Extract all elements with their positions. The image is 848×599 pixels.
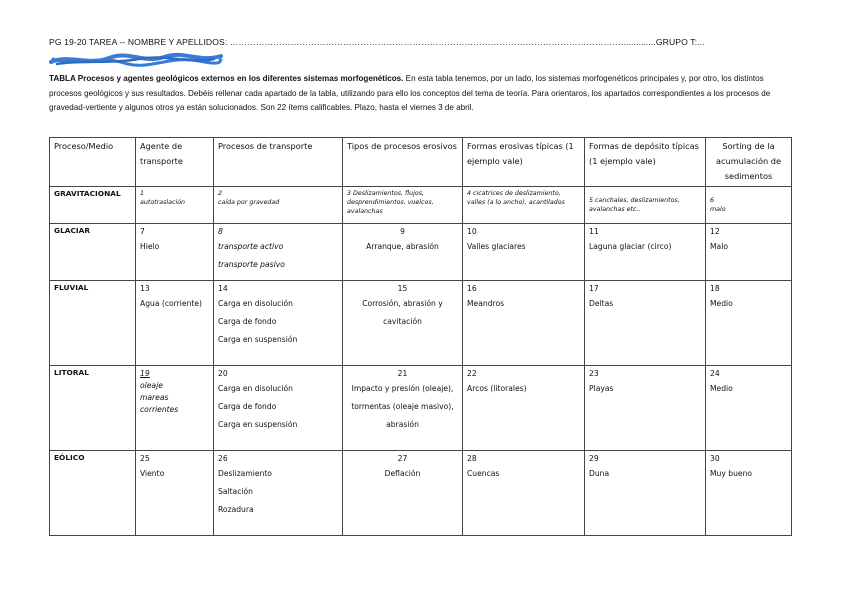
item-number: 15 — [397, 284, 408, 293]
item-number: 13 — [140, 284, 150, 293]
table-cell — [136, 281, 214, 366]
cell-text: abrasión — [386, 420, 419, 429]
table-cell — [463, 224, 585, 281]
table-cell — [343, 281, 463, 366]
item-number: 14 — [218, 284, 228, 293]
col-header-transport: Procesos de transporte — [214, 138, 343, 187]
cell-text: mareas — [140, 393, 169, 402]
cell-text: Arranque, abrasión — [366, 242, 439, 251]
row-name: LITORAL — [50, 366, 136, 451]
item-number: 12 — [710, 227, 720, 236]
table-cell — [706, 224, 792, 281]
table-cell — [463, 366, 585, 451]
cell-text: Carga de fondo — [218, 317, 277, 326]
table-cell — [463, 451, 585, 536]
processes-table — [49, 137, 792, 536]
table-row — [50, 187, 792, 224]
cell-text: Cuencas — [467, 469, 500, 478]
table-row — [50, 281, 792, 366]
cell-text: malo — [710, 206, 726, 213]
table-cell — [463, 281, 585, 366]
cell-text: Malo — [710, 242, 728, 251]
col-header-erosion-forms: Formas erosivas típicas (1 ejemplo vale) — [463, 138, 585, 187]
table-cell — [214, 281, 343, 366]
table-cell — [585, 224, 706, 281]
col-header-sorting: Sorting de la acumulación de sedimentos — [706, 138, 792, 187]
table-cell — [585, 281, 706, 366]
item-number: 27 — [397, 454, 408, 463]
cell-text: transporte activo — [218, 242, 284, 251]
item-number: 23 — [589, 369, 599, 378]
item-number: 20 — [218, 369, 228, 378]
cell-text: Corrosión, abrasión y — [362, 299, 443, 308]
cell-text: transporte pasivo — [218, 260, 285, 269]
cell-text: oleaje — [140, 381, 163, 390]
cell-text: Carga de fondo — [218, 402, 277, 411]
table-cell — [706, 366, 792, 451]
item-number: 25 — [140, 454, 150, 463]
table-cell — [136, 187, 214, 224]
item-number: 6 — [710, 197, 715, 204]
cell-text: tormentas (oleaje masivo), — [351, 402, 454, 411]
cell-text: cavitación — [383, 317, 422, 326]
table-cell — [214, 187, 343, 224]
cell-text: Carga en suspensión — [218, 420, 298, 429]
col-header-medium: Proceso/Medio — [50, 138, 136, 187]
cell-text: Valles glaciares — [467, 242, 526, 251]
cell-text: Carga en suspensión — [218, 335, 298, 344]
table-cell — [706, 451, 792, 536]
item-number: 9 — [400, 227, 405, 236]
cell-text: Deslizamiento — [218, 469, 272, 478]
item-number: 17 — [589, 284, 599, 293]
table-cell — [585, 366, 706, 451]
item-number: 22 — [467, 369, 477, 378]
cell-text: Medio — [710, 299, 733, 308]
table-cell — [343, 451, 463, 536]
cell-text: 5 canchales, deslizamientos, avalanchas etc.. — [589, 197, 680, 213]
cell-text: Agua (corriente) — [140, 299, 202, 308]
table-row — [50, 224, 792, 281]
cell-text: 4 cicatrices de deslizamiento, valles (a lo ancho), acantilados — [467, 190, 565, 206]
cell-text: Duna — [589, 469, 610, 478]
table-cell — [214, 224, 343, 281]
col-header-agent: Agente de transporte — [136, 138, 214, 187]
header-name-group-line: PG 19-20 TAREA -- NOMBRE Y APELLIDOS: ………………………………………………………………………………………………………………………..............GRUPO T:... — [49, 37, 705, 47]
item-number: 29 — [589, 454, 599, 463]
cell-text: Deltas — [589, 299, 614, 308]
item-number: 7 — [140, 227, 145, 236]
item-number: 18 — [710, 284, 720, 293]
name-redaction-scribble — [49, 50, 224, 70]
cell-text: Rozadura — [218, 505, 254, 514]
col-header-erosion-types: Tipos de procesos erosivos — [343, 138, 463, 187]
cell-text: Muy bueno — [710, 469, 753, 478]
item-number: 30 — [710, 454, 720, 463]
item-number: 28 — [467, 454, 477, 463]
table-cell — [585, 187, 706, 224]
table-cell — [136, 224, 214, 281]
cell-text: Carga en disolución — [218, 299, 293, 308]
cell-text: Hielo — [140, 242, 160, 251]
table-cell — [214, 366, 343, 451]
table-header-row — [50, 138, 792, 187]
table-cell — [463, 187, 585, 224]
table-row — [50, 451, 792, 536]
table-row — [50, 366, 792, 451]
item-number: 21 — [397, 369, 408, 378]
col-header-deposit-forms: Formas de depósito típicas (1 ejemplo vale) — [585, 138, 706, 187]
instructions-text: En esta tabla tenemos, por un lado, los sistemas morfogenéticos principales y, por otro, los distintos procesos geológicos y sus resultados. Debéis rellenar cada apartado de la tabla, utilizando para ello los conceptos del tema de teoría. Para orientaros, los apartados correspondientes a los procesos de gravedad-vertiente y algunos otros ya están solucionados. Son 22 ítems calificables. Plazo, hasta el viernes 3 de abril. — [49, 74, 771, 112]
cell-text: Laguna glaciar (circo) — [589, 242, 672, 251]
table-cell — [136, 451, 214, 536]
instructions-paragraph — [49, 72, 793, 116]
table-cell — [343, 366, 463, 451]
cell-text: Meandros — [467, 299, 505, 308]
item-number: 8 — [218, 227, 223, 236]
table-cell — [136, 366, 214, 451]
row-name: GLACIAR — [50, 224, 136, 281]
row-name: EÓLICO — [50, 451, 136, 536]
item-number: 19 — [140, 369, 150, 378]
table-cell — [706, 281, 792, 366]
table-cell — [585, 451, 706, 536]
cell-text: Viento — [140, 469, 165, 478]
cell-text: 3 Deslizamientos, flujos, desprendimientos, vuelcos, avalanchas — [347, 190, 434, 215]
cell-text: Deflación — [384, 469, 421, 478]
table-cell — [343, 187, 463, 224]
item-number: 24 — [710, 369, 720, 378]
cell-text: Carga en disolución — [218, 384, 293, 393]
row-name: GRAVITACIONAL — [50, 187, 136, 224]
cell-text: corrientes — [140, 405, 179, 414]
cell-text: autotraslación — [140, 199, 186, 206]
item-number: 11 — [589, 227, 599, 236]
table-cell — [343, 224, 463, 281]
instructions-title: TABLA Procesos y agentes geológicos externos en los diferentes sistemas morfogenéticos. — [49, 74, 404, 83]
row-name: FLUVIAL — [50, 281, 136, 366]
cell-text: Playas — [589, 384, 614, 393]
item-number: 1 — [140, 190, 145, 197]
cell-text: Impacto y presión (oleaje), — [351, 384, 454, 393]
cell-text: Saltación — [218, 487, 253, 496]
table-cell — [214, 451, 343, 536]
item-number: 26 — [218, 454, 228, 463]
cell-text: Arcos (litorales) — [467, 384, 527, 393]
item-number: 10 — [467, 227, 477, 236]
cell-text: caída por gravedad — [218, 199, 280, 206]
cell-text: Medio — [710, 384, 733, 393]
item-number: 2 — [218, 190, 223, 197]
item-number: 16 — [467, 284, 477, 293]
table-cell — [706, 187, 792, 224]
